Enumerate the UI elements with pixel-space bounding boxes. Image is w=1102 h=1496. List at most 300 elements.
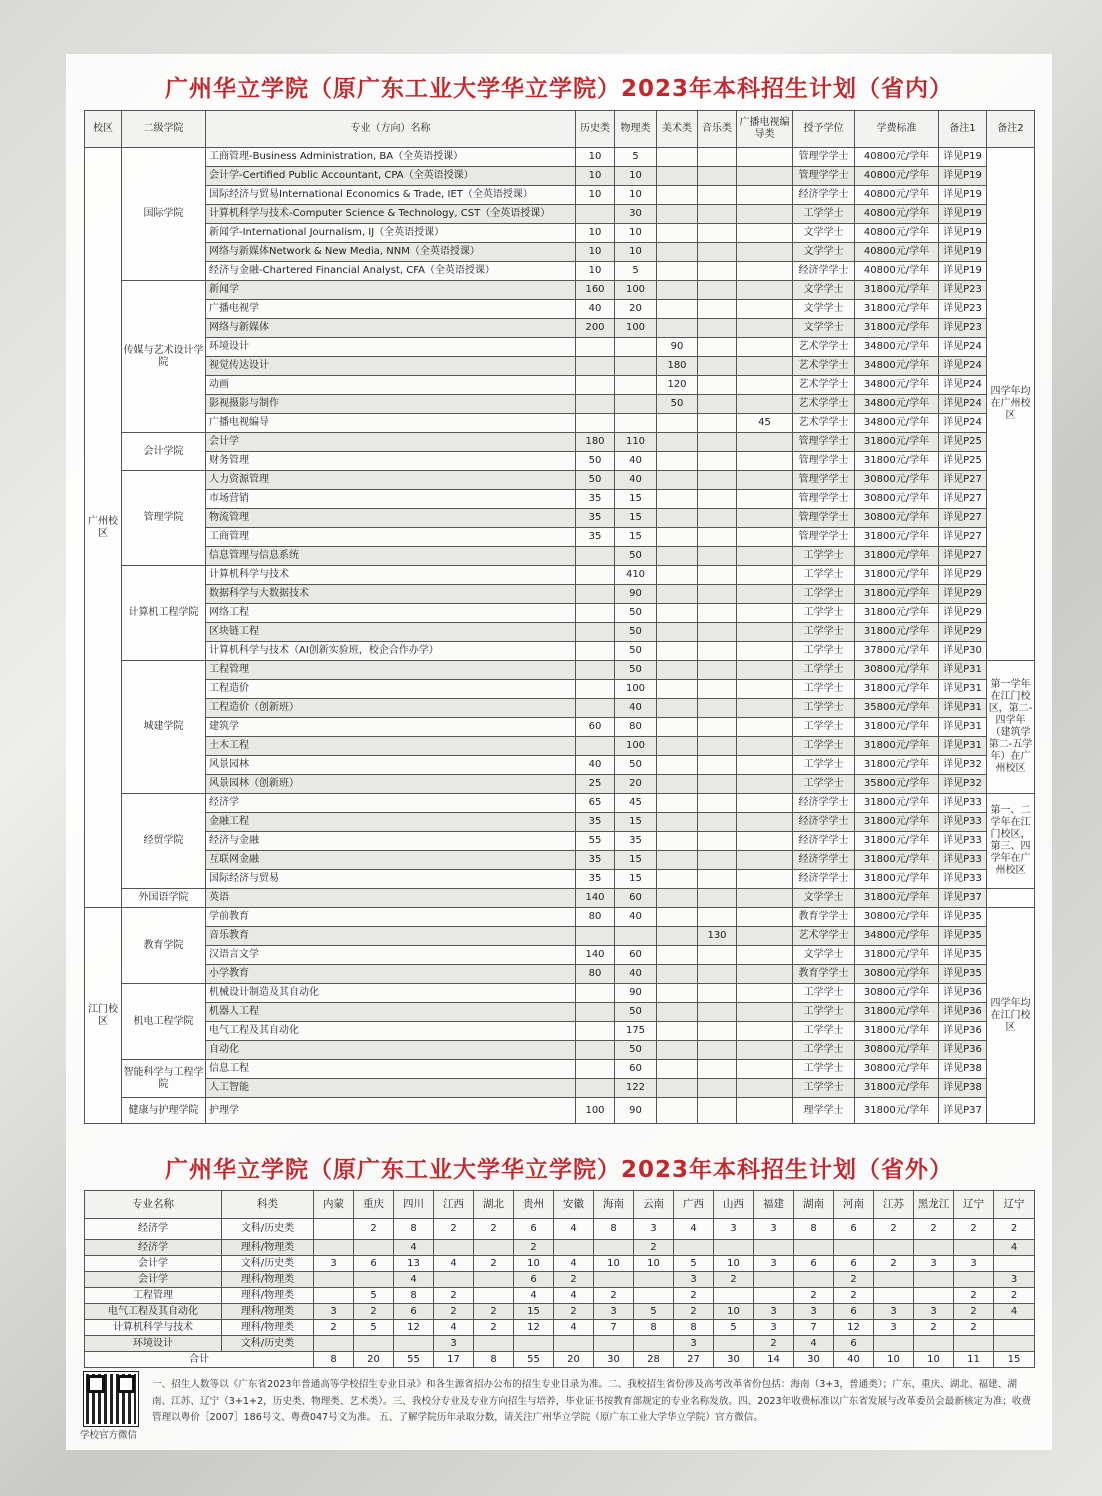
music-quota [698, 357, 737, 376]
music-quota [698, 585, 737, 604]
tuition: 40800元/学年 [855, 262, 939, 281]
degree: 工学学士 [793, 756, 855, 775]
broadcast-quota [737, 1079, 793, 1098]
total-value: 14 [754, 1352, 794, 1368]
broadcast-quota [737, 509, 793, 528]
degree: 文学学士 [793, 281, 855, 300]
broadcast-quota [737, 452, 793, 471]
major-name: 财务管理 [206, 452, 576, 471]
note1: 详见P25 [939, 452, 987, 471]
province-quota: 12 [394, 1320, 434, 1336]
physics-quota [615, 376, 657, 395]
note1: 详见P35 [939, 908, 987, 927]
music-quota [698, 680, 737, 699]
province-quota [994, 1336, 1035, 1352]
degree: 管理学学士 [793, 433, 855, 452]
broadcast-quota [737, 262, 793, 281]
music-quota [698, 984, 737, 1003]
music-quota [698, 756, 737, 775]
degree: 工学学士 [793, 1022, 855, 1041]
province-quota: 4 [434, 1256, 474, 1272]
table-row [85, 1003, 1035, 1022]
note1: 详见P30 [939, 642, 987, 661]
province-quota: 2 [434, 1219, 474, 1240]
history-quota [576, 927, 615, 946]
table-row [85, 357, 1035, 376]
degree: 艺术学学士 [793, 338, 855, 357]
broadcast-quota [737, 319, 793, 338]
tuition: 34800元/学年 [855, 414, 939, 433]
tuition: 31800元/学年 [855, 718, 939, 737]
province-quota: 2 [874, 1219, 914, 1240]
music-quota [698, 281, 737, 300]
province-quota: 4 [394, 1272, 434, 1288]
history-quota: 160 [576, 281, 615, 300]
province-quota: 3 [314, 1304, 354, 1320]
column-header: 江西 [434, 1191, 474, 1219]
province-quota: 8 [394, 1219, 434, 1240]
art-quota [657, 775, 698, 794]
physics-quota: 110 [615, 433, 657, 452]
art-quota [657, 642, 698, 661]
province-quota [794, 1240, 834, 1256]
province-quota: 2 [914, 1320, 954, 1336]
province-quota [594, 1336, 634, 1352]
art-quota [657, 737, 698, 756]
major-name: 国际经济与贸易International Economics & Trade, IET（全英语授课） [206, 186, 576, 205]
tuition: 31800元/学年 [855, 813, 939, 832]
tuition: 30800元/学年 [855, 661, 939, 680]
province-quota: 2 [474, 1320, 514, 1336]
province-quota [394, 1336, 434, 1352]
history-quota [576, 395, 615, 414]
table-row [85, 1320, 1035, 1336]
music-quota [698, 737, 737, 756]
degree: 经济学学士 [793, 794, 855, 813]
province-quota: 2 [674, 1304, 714, 1320]
art-quota [657, 756, 698, 775]
major-name: 区块链工程 [206, 623, 576, 642]
province-quota [354, 1336, 394, 1352]
table-row [85, 699, 1035, 718]
column-header: 二级学院 [122, 111, 206, 148]
total-value: 10 [914, 1352, 954, 1368]
note1: 详见P29 [939, 566, 987, 585]
major-name: 工程管理 [85, 1288, 222, 1304]
tuition: 31800元/学年 [855, 452, 939, 471]
province-quota: 3 [754, 1256, 794, 1272]
physics-quota: 50 [615, 661, 657, 680]
major-name: 建筑学 [206, 718, 576, 737]
art-quota [657, 148, 698, 167]
history-quota [576, 566, 615, 585]
history-quota: 35 [576, 851, 615, 870]
tuition: 37800元/学年 [855, 642, 939, 661]
major-name: 计算机科学与技术（AI创新实验班，校企合作办学） [206, 642, 576, 661]
note1: 详见P36 [939, 1022, 987, 1041]
note1: 详见P36 [939, 1041, 987, 1060]
province-quota: 8 [394, 1288, 434, 1304]
province-quota: 8 [674, 1320, 714, 1336]
table-row [85, 528, 1035, 547]
degree: 工学学士 [793, 585, 855, 604]
history-quota [576, 376, 615, 395]
major-name: 影视摄影与制作 [206, 395, 576, 414]
province-quota: 3 [954, 1256, 994, 1272]
music-quota: 130 [698, 927, 737, 946]
note1: 详见P33 [939, 851, 987, 870]
note1: 详见P33 [939, 870, 987, 889]
music-quota [698, 775, 737, 794]
province-quota: 2 [994, 1219, 1035, 1240]
qr-code-icon [84, 1372, 138, 1426]
tuition: 31800元/学年 [855, 319, 939, 338]
province-quota: 2 [914, 1219, 954, 1240]
college-cell: 计算机工程学院 [122, 566, 206, 661]
history-quota: 35 [576, 870, 615, 889]
column-header: 内蒙 [314, 1191, 354, 1219]
major-name: 小学教育 [206, 965, 576, 984]
province-quota [874, 1272, 914, 1288]
broadcast-quota [737, 680, 793, 699]
degree: 工学学士 [793, 661, 855, 680]
degree: 文学学士 [793, 889, 855, 908]
province-quota: 6 [394, 1304, 434, 1320]
degree: 工学学士 [793, 718, 855, 737]
major-name: 会计学 [206, 433, 576, 452]
art-quota [657, 186, 698, 205]
total-value: 8 [314, 1352, 354, 1368]
table-row [85, 243, 1035, 262]
history-quota: 100 [576, 1098, 615, 1124]
province-quota: 5 [354, 1288, 394, 1304]
province-quota: 2 [354, 1219, 394, 1240]
province-quota: 4 [674, 1219, 714, 1240]
province-quota: 3 [874, 1304, 914, 1320]
music-quota [698, 889, 737, 908]
art-quota [657, 908, 698, 927]
tuition: 31800元/学年 [855, 851, 939, 870]
broadcast-quota [737, 965, 793, 984]
art-quota [657, 528, 698, 547]
broadcast-quota [737, 433, 793, 452]
table-row [85, 547, 1035, 566]
total-value: 17 [434, 1352, 474, 1368]
art-quota [657, 813, 698, 832]
music-quota [698, 965, 737, 984]
degree: 艺术学学士 [793, 357, 855, 376]
art-quota [657, 832, 698, 851]
major-name: 环境设计 [85, 1336, 222, 1352]
tuition: 40800元/学年 [855, 186, 939, 205]
major-name: 机器人工程 [206, 1003, 576, 1022]
note1: 详见P31 [939, 718, 987, 737]
column-header: 辽宁 [954, 1191, 994, 1219]
major-name: 新闻学 [206, 281, 576, 300]
art-quota [657, 547, 698, 566]
degree: 工学学士 [793, 566, 855, 585]
history-quota [576, 680, 615, 699]
music-quota [698, 338, 737, 357]
table-row [85, 642, 1035, 661]
province-quota: 5 [634, 1304, 674, 1320]
college-cell: 教育学院 [122, 908, 206, 984]
degree: 工学学士 [793, 1079, 855, 1098]
column-header: 安徽 [554, 1191, 594, 1219]
province-quota: 8 [794, 1219, 834, 1240]
degree: 经济学学士 [793, 832, 855, 851]
degree: 经济学学士 [793, 870, 855, 889]
major-name: 工程造价（创新班） [206, 699, 576, 718]
province-quota: 2 [674, 1288, 714, 1304]
total-value: 20 [554, 1352, 594, 1368]
degree: 艺术学学士 [793, 395, 855, 414]
art-quota [657, 471, 698, 490]
music-quota [698, 946, 737, 965]
physics-quota: 10 [615, 167, 657, 186]
broadcast-quota [737, 471, 793, 490]
art-quota [657, 452, 698, 471]
tuition: 31800元/学年 [855, 832, 939, 851]
tuition: 31800元/学年 [855, 680, 939, 699]
history-quota: 35 [576, 490, 615, 509]
degree: 工学学士 [793, 680, 855, 699]
history-quota [576, 357, 615, 376]
note1: 详见P19 [939, 148, 987, 167]
column-header: 科类 [222, 1191, 314, 1219]
province-quota: 2 [314, 1320, 354, 1336]
province-quota [794, 1272, 834, 1288]
province-quota [914, 1336, 954, 1352]
table-row [85, 984, 1035, 1003]
total-value: 20 [354, 1352, 394, 1368]
physics-quota: 40 [615, 965, 657, 984]
art-quota [657, 718, 698, 737]
physics-quota: 40 [615, 471, 657, 490]
history-quota [576, 623, 615, 642]
degree: 管理学学士 [793, 509, 855, 528]
history-quota: 10 [576, 243, 615, 262]
music-quota [698, 490, 737, 509]
table-row [85, 1288, 1035, 1304]
physics-quota: 20 [615, 300, 657, 319]
history-quota: 35 [576, 813, 615, 832]
table-row [85, 851, 1035, 870]
physics-quota: 50 [615, 547, 657, 566]
broadcast-quota [737, 281, 793, 300]
column-header: 校区 [85, 111, 122, 148]
province-quota: 4 [434, 1320, 474, 1336]
music-quota [698, 1041, 737, 1060]
table-row [85, 1022, 1035, 1041]
table-row [85, 1079, 1035, 1098]
table-row [85, 832, 1035, 851]
physics-quota: 15 [615, 813, 657, 832]
art-quota: 120 [657, 376, 698, 395]
tuition: 40800元/学年 [855, 148, 939, 167]
art-quota [657, 1060, 698, 1079]
art-quota [657, 262, 698, 281]
major-name: 经济学 [85, 1240, 222, 1256]
degree: 工学学士 [793, 205, 855, 224]
physics-quota: 100 [615, 680, 657, 699]
history-quota: 140 [576, 889, 615, 908]
note1: 详见P23 [939, 281, 987, 300]
major-name: 自动化 [206, 1041, 576, 1060]
note1: 详见P29 [939, 604, 987, 623]
province-quota [954, 1336, 994, 1352]
total-value: 30 [714, 1352, 754, 1368]
province-quota [314, 1240, 354, 1256]
column-header: 专业名称 [85, 1191, 222, 1219]
note1: 详见P29 [939, 623, 987, 642]
province-quota: 3 [634, 1219, 674, 1240]
major-name: 物流管理 [206, 509, 576, 528]
note2-cell: 四学年均在广州校区 [987, 148, 1035, 661]
degree: 工学学士 [793, 1003, 855, 1022]
province-quota: 2 [434, 1288, 474, 1304]
province-quota: 3 [434, 1336, 474, 1352]
note1: 详见P24 [939, 376, 987, 395]
physics-quota: 15 [615, 509, 657, 528]
broadcast-quota [737, 205, 793, 224]
art-quota: 90 [657, 338, 698, 357]
province-quota [474, 1336, 514, 1352]
column-header: 山西 [714, 1191, 754, 1219]
note1: 详见P35 [939, 965, 987, 984]
music-quota [698, 547, 737, 566]
broadcast-quota [737, 1098, 793, 1124]
table-row [85, 737, 1035, 756]
total-value: 10 [874, 1352, 914, 1368]
province-quota [554, 1240, 594, 1256]
province-quota: 2 [554, 1304, 594, 1320]
province-quota [594, 1272, 634, 1288]
physics-quota [615, 357, 657, 376]
note1: 详见P36 [939, 984, 987, 1003]
note1: 详见P36 [939, 1003, 987, 1022]
history-quota: 10 [576, 148, 615, 167]
tuition: 40800元/学年 [855, 167, 939, 186]
college-cell: 传媒与艺术设计学院 [122, 281, 206, 433]
physics-quota: 100 [615, 737, 657, 756]
table-row [85, 1304, 1035, 1320]
column-header: 历史类 [576, 111, 615, 148]
province-quota [954, 1272, 994, 1288]
province-quota: 2 [634, 1240, 674, 1256]
art-quota [657, 1098, 698, 1124]
province-quota: 4 [994, 1304, 1035, 1320]
total-label: 合计 [85, 1352, 314, 1368]
table-row [85, 775, 1035, 794]
degree: 经济学学士 [793, 262, 855, 281]
music-quota [698, 623, 737, 642]
major-name: 汉语言文学 [206, 946, 576, 965]
history-quota [576, 1079, 615, 1098]
physics-quota: 100 [615, 319, 657, 338]
physics-quota: 60 [615, 889, 657, 908]
broadcast-quota [737, 642, 793, 661]
province-quota [314, 1219, 354, 1240]
degree: 工学学士 [793, 1041, 855, 1060]
major-name: 土木工程 [206, 737, 576, 756]
province-quota [554, 1336, 594, 1352]
broadcast-quota [737, 1022, 793, 1041]
art-quota [657, 1022, 698, 1041]
major-name: 人工智能 [206, 1079, 576, 1098]
broadcast-quota [737, 908, 793, 927]
broadcast-quota [737, 243, 793, 262]
art-quota [657, 870, 698, 889]
music-quota [698, 471, 737, 490]
broadcast-quota [737, 395, 793, 414]
note1: 详见P19 [939, 167, 987, 186]
history-quota [576, 737, 615, 756]
college-cell: 管理学院 [122, 471, 206, 566]
province-quota: 8 [594, 1219, 634, 1240]
table-header-row [85, 1191, 1035, 1219]
province-quota: 6 [834, 1219, 874, 1240]
province-quota [354, 1240, 394, 1256]
column-header: 授予学位 [793, 111, 855, 148]
physics-quota: 50 [615, 642, 657, 661]
major-name: 金融工程 [206, 813, 576, 832]
tuition: 31800元/学年 [855, 585, 939, 604]
note1: 详见P33 [939, 794, 987, 813]
tuition: 31800元/学年 [855, 604, 939, 623]
table-row [85, 946, 1035, 965]
music-quota [698, 566, 737, 585]
province-quota: 3 [714, 1219, 754, 1240]
note1: 详见P33 [939, 832, 987, 851]
total-value: 55 [394, 1352, 434, 1368]
column-header: 贵州 [514, 1191, 554, 1219]
total-value: 8 [474, 1352, 514, 1368]
table-row [85, 1272, 1035, 1288]
province-quota: 4 [554, 1219, 594, 1240]
major-name: 工商管理 [206, 528, 576, 547]
music-quota [698, 319, 737, 338]
table-row [85, 661, 1035, 680]
art-quota [657, 281, 698, 300]
history-quota: 10 [576, 224, 615, 243]
history-quota [576, 642, 615, 661]
music-quota [698, 186, 737, 205]
major-name: 数据科学与大数据技术 [206, 585, 576, 604]
table-row [85, 908, 1035, 927]
note1: 详见P27 [939, 547, 987, 566]
province-quota: 4 [514, 1288, 554, 1304]
college-cell: 国际学院 [122, 148, 206, 281]
province-quota: 2 [954, 1219, 994, 1240]
table-row [85, 1041, 1035, 1060]
note1: 详见P23 [939, 300, 987, 319]
physics-quota: 50 [615, 1041, 657, 1060]
degree: 教育学学士 [793, 908, 855, 927]
province-quota: 4 [794, 1336, 834, 1352]
college-cell: 机电工程学院 [122, 984, 206, 1060]
art-quota [657, 319, 698, 338]
music-quota [698, 1079, 737, 1098]
major-name: 护理学 [206, 1098, 576, 1124]
province-quota: 3 [794, 1304, 834, 1320]
province-quota [474, 1240, 514, 1256]
tuition: 35800元/学年 [855, 699, 939, 718]
history-quota [576, 338, 615, 357]
province-quota: 12 [514, 1320, 554, 1336]
province-quota [714, 1288, 754, 1304]
total-value: 11 [954, 1352, 994, 1368]
